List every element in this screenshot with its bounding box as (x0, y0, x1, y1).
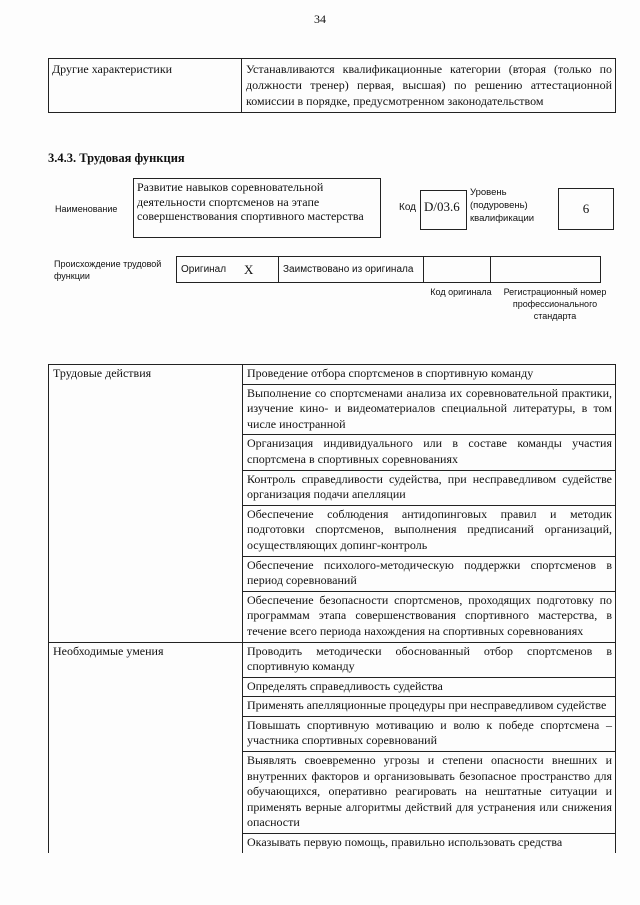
labor-actions-label: Трудовые действия (49, 365, 243, 643)
page-number: 34 (314, 12, 326, 26)
skill-item: Повышать спортивную мотивацию и волю к победе спортсмена – участника спортивных соревнований (243, 716, 616, 751)
origin-label: Происхождение трудовой функции (54, 259, 162, 281)
registration-number-cell (491, 257, 601, 283)
code-value-box: D/03.6 (420, 190, 467, 230)
section-title: 3.4.3. Трудовая функция (48, 151, 185, 165)
other-characteristics-label: Другие характеристики (49, 59, 242, 113)
skill-item: Определять справедливость судейства (243, 677, 616, 697)
labor-action-item: Выполнение со спортсменами анализа их соревновательной практики, изучение кино- и видеоматериалов специальной литературы, в том числе иностранной (243, 384, 616, 435)
level-label: Уровень (подуровень) квалификации (470, 187, 535, 224)
original-mark: X (240, 257, 279, 283)
labor-function-table (48, 364, 616, 853)
skills-label: Необходимые умения (49, 642, 243, 853)
skill-item: Выявлять своевременно угрозы и степени опасности внешних и внутренних факторов и организовывать безопасное пространство для обучающихся, оперативно реагировать на нештатные ситуации и применять верные алгоритмы действий для устранения или снижения опасности (243, 752, 616, 834)
labor-action-item: Проведение отбора спортсменов в спортивную команду (243, 365, 616, 385)
other-characteristics-text: Устанавливаются квалификационные категории (вторая (только по должности тренер) первая, высшая) по решению аттестационной комиссии в порядке, предусмотренном законодательством (242, 59, 616, 113)
labor-action-item: Контроль справедливости судейства, при несправедливом судействе организация подачи апелляции (243, 470, 616, 505)
skill-item: Проводить методически обоснованный отбор спортсменов в спортивную команду (243, 642, 616, 677)
original-code-caption: Код оригинала (430, 287, 492, 297)
labor-action-item: Организация индивидуального или в составе команды участия спортсмена в спортивных соревнованиях (243, 435, 616, 470)
function-name-box: Развитие навыков соревновательной деятельности спортсменов на этапе совершенствования спортивного мастерства (133, 178, 381, 238)
table-row (49, 642, 616, 677)
table-row (49, 59, 616, 113)
skill-item: Оказывать первую помощь, правильно использовать средства (243, 834, 616, 853)
name-label: Наименование (55, 204, 118, 214)
labor-action-item: Обеспечение соблюдения антидопинговых правил и методик подготовки спортсменов, выполнения предписаний организаций, осуществляющих допинг-контроль (243, 505, 616, 556)
original-label: Оригинал (177, 257, 241, 283)
level-value-box: 6 (558, 188, 614, 230)
table-row (49, 365, 616, 385)
other-characteristics-table (48, 58, 616, 113)
code-label: Код (399, 202, 417, 213)
registration-number-caption: Регистрационный номер профессионального стандарта (503, 287, 607, 321)
origin-table (176, 256, 601, 283)
labor-action-item: Обеспечение психолого-методическую поддержки спортсменов в период соревнований (243, 556, 616, 591)
labor-action-item: Обеспечение безопасности спортсменов, проходящих подготовку по программам этапа совершенствования спортивного мастерства, в течение всего периода нахождения на спортивных соревнованиях (243, 591, 616, 642)
table-row (177, 257, 601, 283)
borrowed-label: Заимствовано из оригинала (279, 257, 424, 283)
skill-item: Применять апелляционные процедуры при несправедливом судействе (243, 697, 616, 717)
original-code-cell (424, 257, 491, 283)
